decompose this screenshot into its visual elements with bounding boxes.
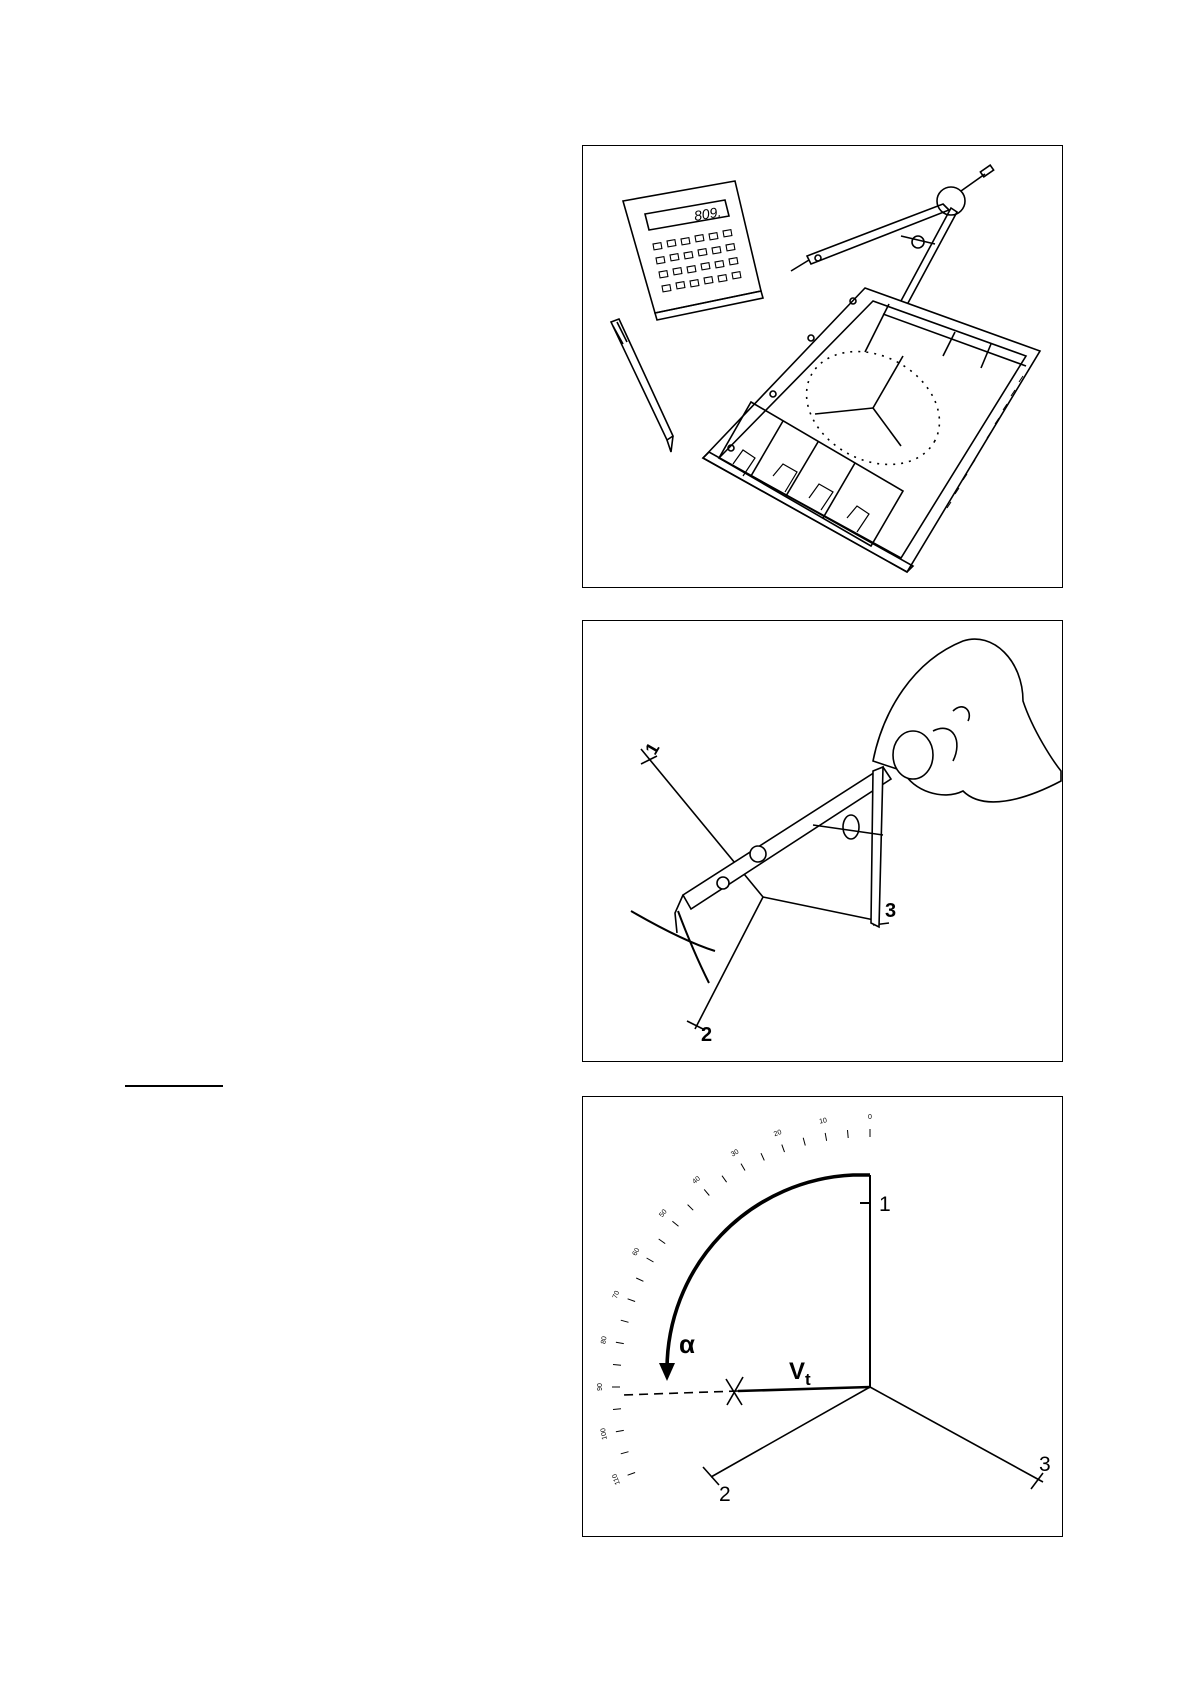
vt-vector <box>738 1387 870 1391</box>
calculator-icon <box>623 181 763 320</box>
point-label-1: 1 <box>641 739 664 758</box>
point-label-3: 3 <box>885 900 897 922</box>
vt-extension <box>623 1391 738 1395</box>
point-label-2: 2 <box>719 1483 731 1506</box>
scale-tick <box>803 1138 805 1146</box>
point-label-2: 2 <box>701 1024 713 1046</box>
scale-tick <box>616 1430 624 1431</box>
vt-label: $V_t$ <box>789 1358 811 1389</box>
line-to-point-3 <box>763 897 879 921</box>
angle-construction-panel <box>582 1096 1063 1537</box>
point-label-1: 1 <box>879 1193 891 1216</box>
scale-tick <box>621 1320 629 1322</box>
scale-tick <box>613 1365 621 1366</box>
scale-label-90: 90 <box>596 1383 604 1391</box>
scale-tick <box>628 1473 636 1476</box>
tools-illustration-panel <box>582 145 1063 588</box>
angle-construction-diagram <box>583 1097 1064 1538</box>
line-to-point-2 <box>695 897 763 1029</box>
vector-3 <box>870 1387 1043 1482</box>
compass-usage-illustration <box>583 621 1064 1063</box>
scale-tick <box>659 1239 666 1244</box>
scale-tick <box>621 1452 629 1454</box>
chart-sheet-icon <box>703 288 1040 572</box>
pen-icon <box>611 319 673 452</box>
scale-tick <box>761 1153 764 1160</box>
protractor-scale <box>597 1114 872 1486</box>
scale-label-80: 80 <box>600 1335 609 1345</box>
scale-label-100: 100 <box>599 1427 609 1441</box>
scale-label-20: 20 <box>772 1129 783 1139</box>
scale-tick <box>722 1176 727 1183</box>
scale-label-70: 70 <box>612 1289 622 1300</box>
scale-tick <box>672 1221 678 1226</box>
angle-arc <box>667 1175 870 1369</box>
scale-tick <box>782 1145 785 1153</box>
scale-label-0: 0 <box>868 1113 872 1121</box>
scale-tick <box>628 1299 636 1302</box>
scale-label-60: 60 <box>631 1247 642 1258</box>
angle-arrowhead <box>659 1363 675 1381</box>
scale-tick <box>636 1278 643 1281</box>
scale-tick <box>848 1130 849 1138</box>
compass-icon <box>675 767 891 933</box>
vector-2 <box>711 1387 870 1477</box>
calculator-display-text: 809. <box>692 203 723 224</box>
scale-tick <box>616 1342 624 1343</box>
scale-tick <box>688 1205 694 1211</box>
scale-label-10: 10 <box>818 1117 828 1126</box>
scale-tick <box>825 1133 826 1141</box>
hand-icon <box>873 639 1061 802</box>
scale-tick <box>741 1164 745 1171</box>
construction-arc <box>631 911 715 951</box>
scale-label-50: 50 <box>658 1208 669 1219</box>
scale-label-40: 40 <box>691 1175 702 1186</box>
scale-label-110: 110 <box>611 1472 622 1486</box>
scale-tick <box>704 1189 709 1195</box>
scale-label-30: 30 <box>730 1148 741 1159</box>
angle-label: α <box>679 1329 695 1359</box>
scale-tick <box>647 1258 654 1262</box>
point-label-3: 3 <box>1039 1453 1051 1476</box>
scale-tick <box>613 1409 621 1410</box>
section-underline <box>125 1085 223 1087</box>
tools-illustration <box>583 146 1064 589</box>
compass-usage-panel <box>582 620 1063 1062</box>
